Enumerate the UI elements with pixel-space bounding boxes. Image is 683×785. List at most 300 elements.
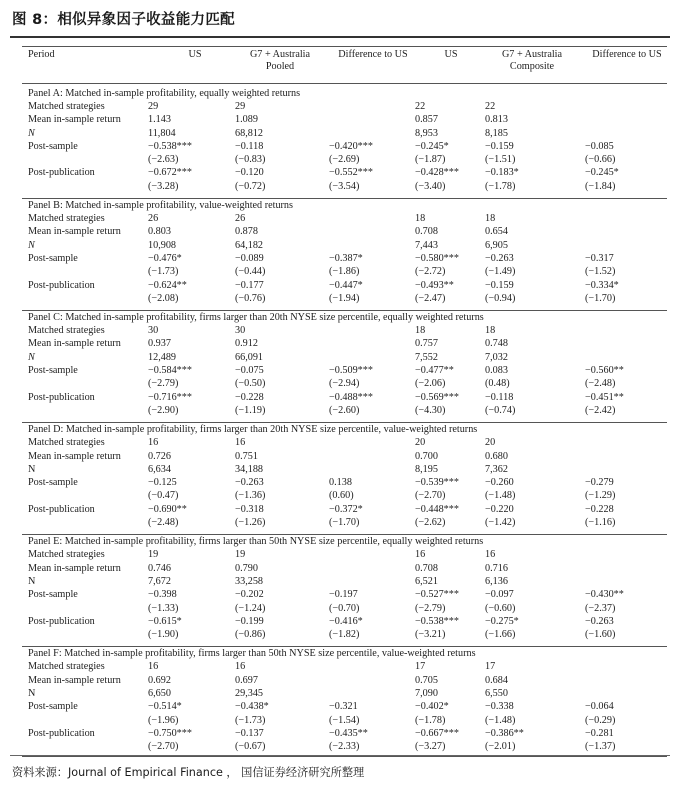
- top-rule: [10, 36, 670, 38]
- table-cell: −0.118: [485, 391, 514, 403]
- table-cell: −0.372*: [329, 503, 363, 515]
- table-cell: (−1.66): [485, 629, 516, 641]
- panel-separator: [22, 646, 667, 647]
- table-cell: 8,185: [485, 127, 508, 139]
- table-cell: −0.263: [485, 252, 514, 264]
- table-cell: (−1.52): [585, 266, 616, 278]
- column-header: Period: [28, 49, 55, 60]
- table-cell: (−0.74): [485, 404, 516, 416]
- table-cell: 16: [485, 549, 496, 561]
- row-label: Matched strategies: [28, 213, 105, 225]
- table-cell: (−1.73): [235, 714, 266, 726]
- table-cell: 0.912: [235, 338, 258, 350]
- table-cell: (−2.94): [329, 378, 360, 390]
- table-cell: 10,908: [148, 239, 177, 251]
- table-header: [22, 47, 667, 83]
- table-cell: (−0.86): [235, 629, 266, 641]
- table-cell: 29: [148, 101, 159, 112]
- table-cell: 64,182: [235, 239, 264, 251]
- table-cell: (−1.82): [329, 629, 360, 641]
- table-cell: (−2.70): [415, 490, 446, 502]
- row-label: Matched strategies: [28, 325, 105, 337]
- table-cell: −0.569***: [415, 391, 459, 403]
- table-cell: 0.708: [415, 562, 438, 574]
- table-cell: 7,362: [485, 463, 508, 475]
- row-label: Post-publication: [28, 391, 95, 403]
- table-row: [22, 714, 667, 727]
- table-cell: (−1.24): [235, 602, 266, 614]
- table-cell: −0.159: [485, 140, 514, 152]
- table-row: [22, 404, 667, 417]
- table-cell: 18: [415, 213, 426, 225]
- table-row: [22, 602, 667, 615]
- table-row: [22, 588, 667, 601]
- table-cell: (−2.01): [485, 741, 516, 753]
- table-cell: (0.60): [329, 490, 354, 502]
- table-row: [22, 575, 667, 588]
- table-cell: 0.746: [148, 562, 171, 574]
- table-cell: 16: [148, 661, 159, 673]
- table-cell: 0.083: [485, 365, 508, 377]
- table-cell: 18: [415, 325, 426, 337]
- table-row: [22, 212, 667, 225]
- table-cell: (−0.72): [235, 180, 266, 192]
- table-cell: −0.177: [235, 279, 264, 291]
- table-cell: 7,672: [148, 575, 171, 587]
- table-cell: (−2.48): [585, 378, 616, 390]
- table-cell: 20: [415, 437, 426, 449]
- table-cell: 0.697: [235, 674, 258, 686]
- column-header: US: [188, 49, 202, 60]
- table-cell: (−1.60): [585, 629, 616, 641]
- table-bottom-line: [22, 756, 667, 757]
- table-cell: 0.937: [148, 338, 171, 350]
- table-cell: 33,258: [235, 575, 264, 587]
- table-cell: −0.488***: [329, 391, 373, 403]
- table-row: [22, 324, 667, 337]
- table-cell: (−2.63): [148, 154, 179, 166]
- row-label: Mean in-sample return: [28, 450, 121, 462]
- table-cell: 8,195: [415, 463, 438, 475]
- table-cell: 0.692: [148, 674, 171, 686]
- table-cell: 30: [235, 325, 246, 337]
- table-cell: (−1.29): [585, 490, 616, 502]
- table-cell: −0.202: [235, 589, 264, 601]
- table-cell: 30: [148, 325, 159, 337]
- table-cell: (−1.19): [235, 404, 266, 416]
- panel-title: Panel E: Matched in-sample profitability, firms larger than 50th NYSE size percentile, equally weighted returns: [28, 536, 484, 548]
- table-cell: −0.183*: [485, 167, 519, 179]
- table-cell: −0.402*: [415, 701, 449, 713]
- table-row: [22, 503, 667, 516]
- row-label: Matched strategies: [28, 101, 105, 112]
- row-label: Post-sample: [28, 140, 78, 152]
- table-cell: (−2.60): [329, 404, 360, 416]
- table-cell: 6,136: [485, 575, 508, 587]
- table-cell: 0.751: [235, 450, 258, 462]
- table-cell: −0.514*: [148, 701, 182, 713]
- table-cell: (−1.48): [485, 490, 516, 502]
- table-cell: 0.700: [415, 450, 438, 462]
- table-cell: (−2.69): [329, 154, 360, 166]
- table-cell: −0.560**: [585, 365, 624, 377]
- column-header: G7 + Australia Pooled: [249, 49, 311, 72]
- table-cell: (−4.30): [415, 404, 446, 416]
- table-row: [22, 239, 667, 252]
- table-cell: (−0.67): [235, 741, 266, 753]
- table-row: [22, 740, 667, 753]
- table-cell: −0.451**: [585, 391, 624, 403]
- table-row: [22, 660, 667, 673]
- table-row: [22, 265, 667, 278]
- source-note: 资料来源：Journal of Empirical Finance ， 国信证券经济研究所整理: [12, 766, 365, 779]
- row-label: N: [28, 687, 36, 699]
- panel-title: Panel B: Matched in-sample profitability, value-weighted returns: [28, 200, 293, 212]
- table-cell: (−0.66): [585, 154, 616, 166]
- table-cell: (−1.70): [585, 292, 616, 304]
- table-cell: −0.263: [235, 477, 264, 489]
- row-label: N: [28, 575, 36, 587]
- table-cell: 7,552: [415, 351, 438, 363]
- table-cell: −0.220: [485, 503, 514, 515]
- table-cell: (−1.78): [485, 180, 516, 192]
- table-cell: (−2.62): [415, 517, 446, 529]
- table-cell: 20: [485, 437, 496, 449]
- table-cell: −0.199: [235, 615, 264, 627]
- table-cell: 1.143: [148, 114, 171, 126]
- bottom-rule: [10, 755, 670, 756]
- table-cell: (−1.37): [585, 741, 616, 753]
- table-cell: −0.321: [329, 701, 358, 713]
- row-label: Post-publication: [28, 503, 95, 515]
- row-label: Post-sample: [28, 252, 78, 264]
- table-cell: −0.750***: [148, 727, 192, 739]
- table-cell: 26: [235, 213, 246, 225]
- table-cell: −0.476*: [148, 252, 182, 264]
- table-cell: 0.708: [415, 226, 438, 238]
- table-row: [22, 727, 667, 740]
- table-cell: −0.624**: [148, 279, 187, 291]
- table-cell: (−3.28): [148, 180, 179, 192]
- column-header: G7 + Australia Composite: [501, 49, 563, 72]
- table-cell: −0.089: [235, 252, 264, 264]
- table-cell: (−2.79): [148, 378, 179, 390]
- table-cell: 12,489: [148, 351, 177, 363]
- table-cell: (−0.29): [585, 714, 616, 726]
- table-cell: 68,812: [235, 127, 264, 139]
- table-cell: −0.690**: [148, 503, 187, 515]
- row-label: Mean in-sample return: [28, 114, 121, 126]
- panel-title: Panel A: Matched in-sample profitability, equally weighted returns: [28, 88, 301, 99]
- table-cell: −0.716***: [148, 391, 192, 403]
- table-cell: (−2.08): [148, 292, 179, 304]
- table-cell: (−1.86): [329, 266, 360, 278]
- table-cell: −0.672***: [148, 167, 192, 179]
- table-cell: 19: [148, 549, 159, 561]
- table-cell: 16: [148, 437, 159, 449]
- table-cell: 34,188: [235, 463, 264, 475]
- table-cell: −0.667***: [415, 727, 459, 739]
- row-label: N: [28, 463, 36, 475]
- table-cell: (−0.83): [235, 154, 266, 166]
- table-cell: −0.064: [585, 701, 614, 713]
- figure-title: 图 8：相似异象因子收益能力匹配: [12, 12, 235, 28]
- table-cell: −0.275*: [485, 615, 519, 627]
- table-cell: (−1.48): [485, 714, 516, 726]
- table-row: [22, 364, 667, 377]
- table-row: [22, 127, 667, 140]
- table-cell: 1.089: [235, 114, 258, 126]
- table-cell: 0.803: [148, 226, 171, 238]
- table-cell: −0.125: [148, 477, 177, 489]
- table-cell: −0.097: [485, 589, 514, 601]
- table-cell: (−0.94): [485, 292, 516, 304]
- table-cell: (−2.90): [148, 404, 179, 416]
- table-cell: 0.813: [485, 114, 508, 126]
- table-cell: −0.228: [235, 391, 264, 403]
- table-cell: −0.085: [585, 140, 614, 152]
- row-label: Mean in-sample return: [28, 674, 121, 686]
- table-cell: (−1.73): [148, 266, 179, 278]
- table-row: [22, 113, 667, 126]
- table-cell: (−2.70): [148, 741, 179, 753]
- row-label: Post-sample: [28, 365, 78, 377]
- table-cell: (−3.54): [329, 180, 360, 192]
- panel-title: Panel D: Matched in-sample profitability, firms larger than 20th NYSE size percentile, value-weighted returns: [28, 424, 478, 436]
- table-row: [22, 100, 667, 113]
- row-label: Post-publication: [28, 167, 95, 179]
- table-cell: 0.654: [485, 226, 508, 238]
- table-cell: 29: [235, 101, 246, 112]
- table-cell: −0.430**: [585, 589, 624, 601]
- table-row: [22, 615, 667, 628]
- table-cell: −0.428***: [415, 167, 459, 179]
- table-cell: (0.48): [485, 378, 510, 390]
- table-cell: (−2.37): [585, 602, 616, 614]
- table-cell: (−2.47): [415, 292, 446, 304]
- table-cell: −0.118: [235, 140, 264, 152]
- row-label: Post-publication: [28, 727, 95, 739]
- row-label: Post-sample: [28, 589, 78, 601]
- table-cell: 18: [485, 213, 496, 225]
- row-label: Mean in-sample return: [28, 562, 121, 574]
- table-row: [22, 279, 667, 292]
- column-header: Difference to US: [338, 49, 408, 60]
- table-cell: 7,032: [485, 351, 508, 363]
- row-label: Post-sample: [28, 701, 78, 713]
- table-cell: −0.120: [235, 167, 264, 179]
- table-cell: (−2.33): [329, 741, 360, 753]
- table-cell: −0.448***: [415, 503, 459, 515]
- table-cell: −0.317: [585, 252, 614, 264]
- table-cell: −0.197: [329, 589, 358, 601]
- table-cell: 18: [485, 325, 496, 337]
- table-cell: −0.263: [585, 615, 614, 627]
- table-cell: (−1.42): [485, 517, 516, 529]
- table-cell: −0.334*: [585, 279, 619, 291]
- panel-title: Panel F: Matched in-sample profitability, firms larger than 50th NYSE size percentile, value-weighted returns: [28, 648, 476, 660]
- table-cell: 6,550: [485, 687, 508, 699]
- table-cell: (−2.48): [148, 517, 179, 529]
- table-row: [22, 628, 667, 641]
- table-cell: −0.159: [485, 279, 514, 291]
- panel-title: Panel C: Matched in-sample profitability, firms larger than 20th NYSE size percentile, equally weighted returns: [28, 312, 484, 324]
- table-cell: 19: [235, 549, 246, 561]
- column-header: Difference to US: [592, 49, 662, 60]
- table-cell: (−1.36): [235, 490, 266, 502]
- table-cell: (−2.72): [415, 266, 446, 278]
- table-cell: 16: [415, 549, 426, 561]
- table-row: [22, 674, 667, 687]
- row-label: N: [28, 351, 35, 363]
- table-cell: 22: [485, 101, 496, 112]
- table-row: [22, 153, 667, 166]
- table-cell: −0.538***: [415, 615, 459, 627]
- table-cell: (−3.40): [415, 180, 446, 192]
- table-cell: 8,953: [415, 127, 438, 139]
- table-cell: −0.477**: [415, 365, 454, 377]
- table-cell: (−0.44): [235, 266, 266, 278]
- panel-separator: [22, 198, 667, 199]
- table-row: [22, 180, 667, 193]
- table-cell: (−1.49): [485, 266, 516, 278]
- row-label: N: [28, 127, 35, 139]
- table-cell: −0.228: [585, 503, 614, 515]
- table-cell: −0.420***: [329, 140, 373, 152]
- table-cell: 26: [148, 213, 159, 225]
- table-cell: −0.539***: [415, 477, 459, 489]
- table-row: [22, 225, 667, 238]
- table-row: [22, 351, 667, 364]
- table-row: [22, 463, 667, 476]
- table-cell: −0.281: [585, 727, 614, 739]
- table-cell: 0.757: [415, 338, 438, 350]
- table-cell: (−3.21): [415, 629, 446, 641]
- table-cell: (−0.76): [235, 292, 266, 304]
- table-cell: −0.580***: [415, 252, 459, 264]
- table-cell: (−1.51): [485, 154, 516, 166]
- table-cell: −0.260: [485, 477, 514, 489]
- table-cell: −0.509***: [329, 365, 373, 377]
- table-cell: (−2.79): [415, 602, 446, 614]
- table-cell: (−1.54): [329, 714, 360, 726]
- table-cell: (−1.90): [148, 629, 179, 641]
- table-row: [22, 292, 667, 305]
- table-cell: 6,905: [485, 239, 508, 251]
- table-cell: 17: [485, 661, 496, 673]
- table-row: [22, 700, 667, 713]
- table-cell: −0.527***: [415, 589, 459, 601]
- results-table: [22, 46, 667, 754]
- table-row: [22, 562, 667, 575]
- table-cell: −0.552***: [329, 167, 373, 179]
- table-row: [22, 377, 667, 390]
- panel-separator: [22, 534, 667, 535]
- panel-separator: [22, 310, 667, 311]
- table-cell: 17: [415, 661, 426, 673]
- table-cell: −0.438*: [235, 701, 269, 713]
- table-cell: (−1.78): [415, 714, 446, 726]
- table-cell: 0.857: [415, 114, 438, 126]
- row-label: N: [28, 239, 35, 251]
- table-cell: (−2.42): [585, 404, 616, 416]
- table-cell: 29,345: [235, 687, 264, 699]
- table-cell: (−1.33): [148, 602, 179, 614]
- table-cell: (−1.84): [585, 180, 616, 192]
- table-cell: −0.615*: [148, 615, 182, 627]
- table-cell: 6,521: [415, 575, 438, 587]
- table-cell: 0.705: [415, 674, 438, 686]
- table-cell: −0.435**: [329, 727, 368, 739]
- table-cell: (−1.87): [415, 154, 446, 166]
- table-cell: −0.279: [585, 477, 614, 489]
- table-cell: 16: [235, 437, 246, 449]
- table-row: [22, 436, 667, 449]
- table-cell: (−1.26): [235, 517, 266, 529]
- table-cell: (−1.16): [585, 517, 616, 529]
- table-cell: (−2.06): [415, 378, 446, 390]
- table-cell: −0.245*: [415, 140, 449, 152]
- row-label: Post-publication: [28, 615, 95, 627]
- table-cell: 22: [415, 101, 426, 112]
- table-cell: −0.398: [148, 589, 177, 601]
- table-row: [22, 476, 667, 489]
- table-cell: −0.447*: [329, 279, 363, 291]
- row-label: Post-publication: [28, 279, 95, 291]
- table-row: [22, 548, 667, 561]
- table-cell: −0.387*: [329, 252, 363, 264]
- table-row: [22, 516, 667, 529]
- table-cell: −0.318: [235, 503, 264, 515]
- panel-separator: [22, 422, 667, 423]
- row-label: Matched strategies: [28, 661, 105, 673]
- table-cell: −0.538***: [148, 140, 192, 152]
- table-cell: (−1.96): [148, 714, 179, 726]
- table-cell: (−3.27): [415, 741, 446, 753]
- table-cell: 0.680: [485, 450, 508, 462]
- table-cell: 0.684: [485, 674, 508, 686]
- table-body: [22, 84, 667, 753]
- table-cell: −0.493**: [415, 279, 454, 291]
- table-cell: −0.137: [235, 727, 264, 739]
- table-cell: 0.878: [235, 226, 258, 238]
- table-cell: −0.245*: [585, 167, 619, 179]
- table-cell: (−0.47): [148, 490, 179, 502]
- table-cell: 7,090: [415, 687, 438, 699]
- table-cell: 6,634: [148, 463, 171, 475]
- table-cell: 0.748: [485, 338, 508, 350]
- column-header: US: [444, 49, 458, 60]
- table-row: [22, 450, 667, 463]
- table-cell: −0.338: [485, 701, 514, 713]
- table-cell: −0.416*: [329, 615, 363, 627]
- row-label: Matched strategies: [28, 437, 105, 449]
- table-row: [22, 391, 667, 404]
- table-row: [22, 140, 667, 153]
- row-label: Mean in-sample return: [28, 338, 121, 350]
- table-cell: (−0.70): [329, 602, 360, 614]
- table-cell: −0.075: [235, 365, 264, 377]
- table-row: [22, 252, 667, 265]
- table-cell: (−0.60): [485, 602, 516, 614]
- table-cell: (−0.50): [235, 378, 266, 390]
- table-cell: (−1.70): [329, 517, 360, 529]
- table-row: [22, 166, 667, 179]
- table-row: [22, 687, 667, 700]
- table-cell: 11,804: [148, 127, 176, 139]
- table-header-line: [22, 83, 667, 84]
- row-label: Matched strategies: [28, 549, 105, 561]
